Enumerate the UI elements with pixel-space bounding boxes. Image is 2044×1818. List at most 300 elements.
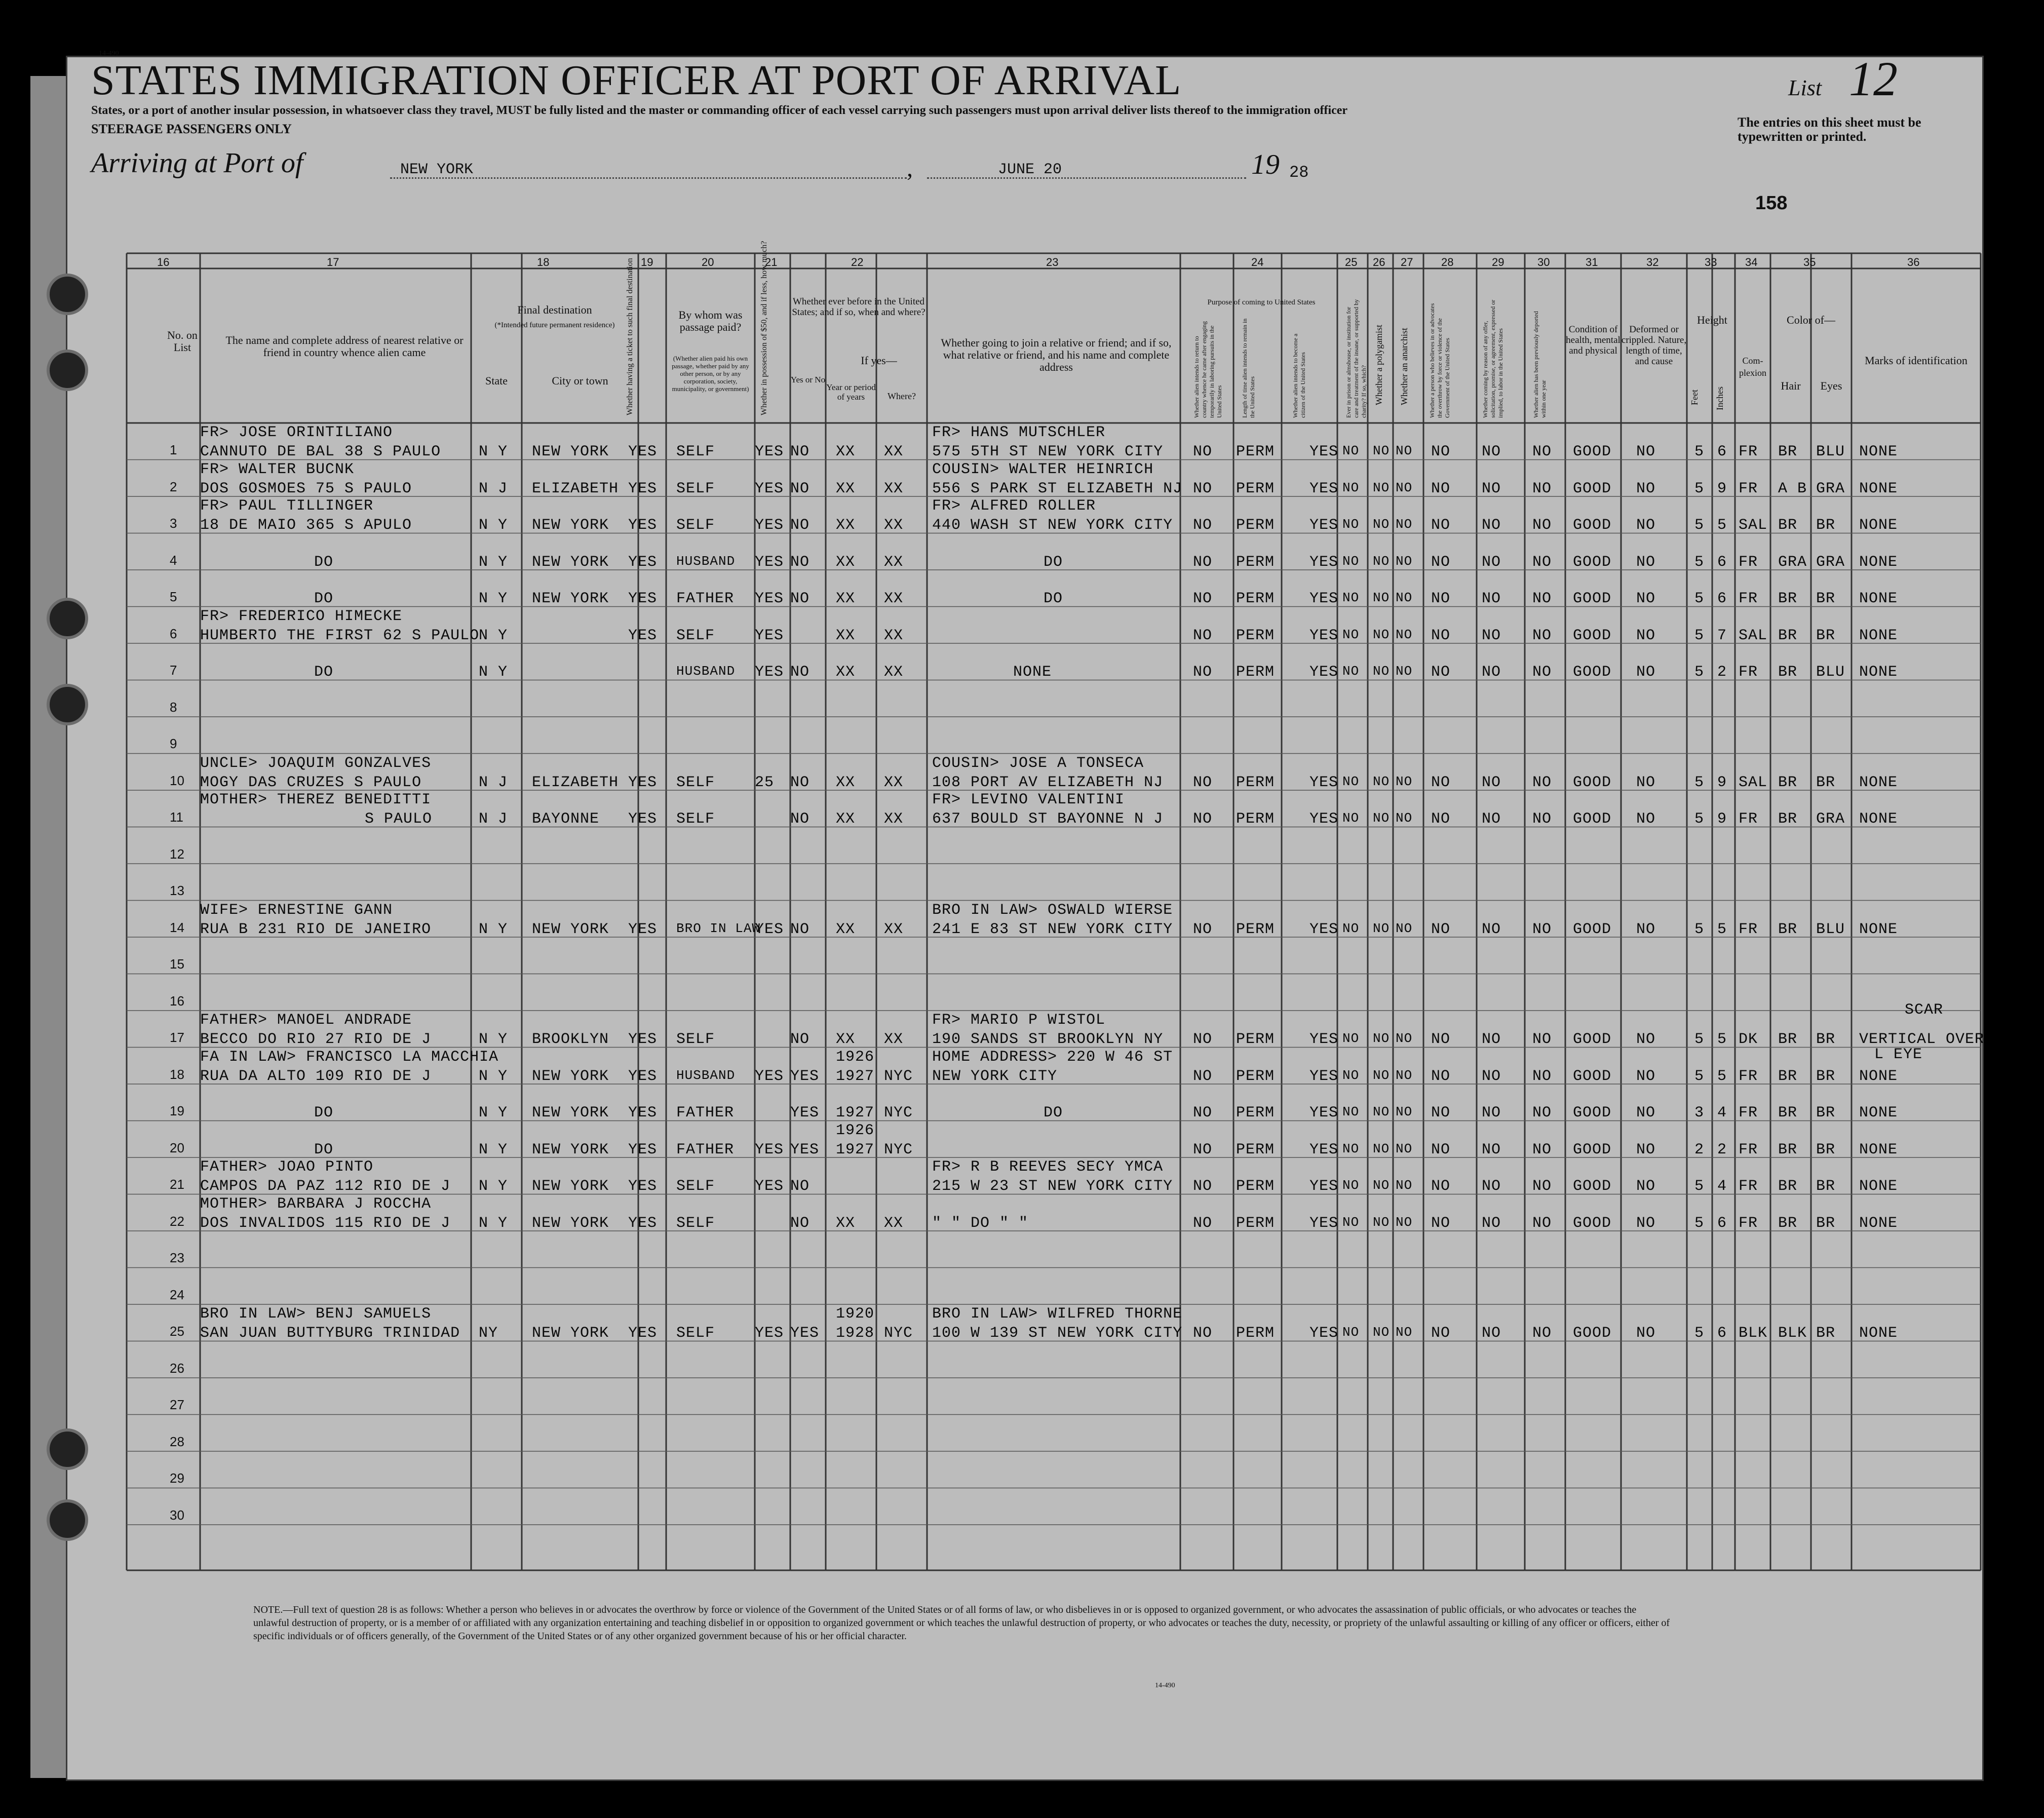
row-number: 5	[170, 589, 177, 604]
header-height: Height	[1697, 314, 1727, 326]
cell-paid: SELF	[676, 1031, 715, 1048]
cell-c29: NO	[1482, 1214, 1501, 1232]
cell-state: N Y	[479, 627, 508, 644]
cell-health: GOOD	[1573, 1178, 1612, 1195]
cell-c27: NO	[1396, 1031, 1413, 1046]
cell-ft: 5	[1694, 553, 1705, 571]
instruction-note: The entries on this sheet must be typewritten or printed.	[1738, 115, 1921, 144]
column-number: 28	[1441, 256, 1454, 268]
cell-cit: YES	[1309, 627, 1339, 644]
header-color-of: Color of—	[1787, 314, 1835, 326]
cell-where: XX	[884, 920, 904, 938]
cell-c29: NO	[1482, 443, 1501, 460]
cell-ft: 5	[1694, 443, 1705, 460]
cell-state: N Y	[479, 443, 508, 460]
header-passage-note: (Whether alien paid his own passage, whether paid by any other person, or by any corporation, society, municipality, or government)	[672, 355, 749, 393]
cell-cit: YES	[1309, 1104, 1339, 1121]
cell-marks: NONE	[1859, 1178, 1898, 1195]
header-before: Whether ever before in the United States; and if so, when and where?	[792, 296, 925, 318]
cell-hair: BLK	[1778, 1325, 1807, 1342]
column-number: 32	[1646, 256, 1659, 268]
joining-address: " " DO " "	[932, 1214, 1029, 1232]
cell-health: GOOD	[1573, 1214, 1612, 1232]
cell-where: XX	[884, 553, 904, 571]
year-prefix: 19	[1251, 149, 1280, 180]
cell-in: 5	[1717, 1067, 1727, 1085]
cell-money: YES	[755, 1067, 784, 1085]
cell-health: GOOD	[1573, 773, 1612, 791]
cell-c30: NO	[1532, 920, 1552, 938]
row-number: 20	[170, 1140, 184, 1155]
cell-c30: NO	[1532, 590, 1552, 607]
cell-c28: NO	[1431, 920, 1451, 938]
cell-deformed: NO	[1636, 810, 1656, 828]
cell-temp: NO	[1193, 1031, 1213, 1048]
cell-hair: BR	[1778, 1178, 1798, 1195]
row-number: 4	[170, 552, 177, 568]
header-where: Where?	[888, 391, 916, 401]
cell-comp: FR	[1739, 1104, 1758, 1121]
header-relative: The name and complete address of nearest relative or friend in country whence alien came	[225, 334, 464, 359]
column-number: 36	[1907, 256, 1920, 268]
cell-where: XX	[884, 627, 904, 644]
cell-eyes: BR	[1816, 773, 1836, 791]
relative-address: HUMBERTO THE FIRST 62 S PAULO	[200, 627, 480, 644]
cell-cit: YES	[1309, 810, 1339, 828]
relative-address: S PAULO	[365, 810, 433, 828]
cell-health: GOOD	[1573, 553, 1612, 571]
cell-before: NO	[790, 1031, 810, 1048]
cell-deformed: NO	[1636, 920, 1656, 938]
cell-yr: 1927	[836, 1104, 875, 1121]
column-number: 34	[1745, 256, 1758, 268]
cell-before: YES	[790, 1067, 820, 1085]
cell-ft: 5	[1694, 664, 1705, 681]
cell-comp: BLK	[1739, 1325, 1768, 1342]
relative-address: DO	[314, 1104, 334, 1121]
header-purpose-b: Length of time alien intends to remain in the United States	[1241, 318, 1256, 418]
header-final-destination-note: (*Intended future permanent residence)	[494, 321, 615, 329]
cell-cit: YES	[1309, 1214, 1339, 1232]
cell-c30: NO	[1532, 773, 1552, 791]
previous-year-start: 1920	[836, 1305, 875, 1323]
header-purpose-c: Whether alien intends to become a citizen of the United States	[1292, 333, 1306, 418]
cell-c27: NO	[1396, 920, 1413, 936]
cell-cit: YES	[1309, 443, 1339, 460]
cell-cit: YES	[1309, 1178, 1339, 1195]
column-number: 33	[1705, 256, 1717, 268]
cell-c29: NO	[1482, 1141, 1501, 1158]
cell-money: YES	[755, 517, 784, 534]
cell-paid: SELF	[676, 810, 715, 828]
relative-address: DO	[314, 590, 334, 607]
cell-eyes: BLU	[1816, 920, 1845, 938]
cell-city: BAYONNE	[532, 810, 600, 828]
cell-paid: SELF	[676, 443, 715, 460]
cell-eyes: BR	[1816, 1325, 1836, 1342]
cell-c30: NO	[1532, 627, 1552, 644]
joining-address: NONE	[1013, 664, 1052, 681]
cell-comp: FR	[1739, 810, 1758, 828]
cell-in: 4	[1717, 1178, 1727, 1195]
cell-c26: NO	[1373, 1325, 1390, 1340]
cell-c29: NO	[1482, 1325, 1501, 1342]
cell-money: YES	[755, 590, 784, 607]
cell-cit: YES	[1309, 553, 1339, 571]
column-number: 31	[1586, 256, 1598, 268]
cell-c27: NO	[1396, 517, 1413, 532]
cell-c26: NO	[1373, 773, 1390, 789]
cell-c27: NO	[1396, 1104, 1413, 1119]
joining-name: FR> HANS MUTSCHLER	[932, 424, 1106, 441]
cell-hair: BR	[1778, 443, 1798, 460]
cell-where: NYC	[884, 1067, 913, 1085]
cell-city: NEW YORK	[532, 920, 609, 938]
cell-paid: FATHER	[676, 1104, 735, 1121]
cell-marks: NONE	[1859, 1067, 1898, 1085]
cell-ft: 5	[1694, 810, 1705, 828]
cell-c28: NO	[1431, 1141, 1451, 1158]
cell-health: GOOD	[1573, 443, 1612, 460]
header-final-destination: Final destination	[517, 303, 592, 316]
joining-name: COUSIN> WALTER HEINRICH	[932, 460, 1154, 478]
column-number: 29	[1492, 256, 1505, 268]
header-yes-no: Yes or No	[790, 375, 826, 384]
cell-in: 9	[1717, 480, 1727, 497]
cell-money: YES	[755, 1141, 784, 1158]
cell-hair: GRA	[1778, 553, 1807, 571]
joining-address: 100 W 139 ST NEW YORK CITY	[932, 1325, 1183, 1342]
cell-c29: NO	[1482, 773, 1501, 791]
cell-health: GOOD	[1573, 1141, 1612, 1158]
cell-c26: NO	[1373, 553, 1390, 569]
cell-c27: NO	[1396, 1067, 1413, 1083]
cell-c29: NO	[1482, 664, 1501, 681]
cell-marks: NONE	[1859, 1104, 1898, 1121]
joining-address: DO	[1044, 590, 1063, 607]
header-complexion: Com-plexion	[1739, 356, 1766, 378]
previous-year-start: 1926	[836, 1121, 875, 1139]
cell-health: GOOD	[1573, 1325, 1612, 1342]
cell-temp: NO	[1193, 664, 1213, 681]
cell-where: NYC	[884, 1141, 913, 1158]
cell-comp: SAL	[1739, 627, 1768, 644]
cell-comp: FR	[1739, 480, 1758, 497]
cell-money: YES	[755, 627, 784, 644]
cell-c29: NO	[1482, 590, 1501, 607]
cell-yr: XX	[836, 517, 856, 534]
header-state: State	[485, 374, 508, 387]
header-q29: Whether coming by reason of any offer, solicitation, promise, or agreement, expressed or implied, to labor in the United States	[1482, 299, 1504, 418]
cell-state: N Y	[479, 553, 508, 571]
cell-c30: NO	[1532, 1178, 1552, 1195]
cell-hair: BR	[1778, 1214, 1798, 1232]
cell-yr: XX	[836, 553, 856, 571]
cell-yr: XX	[836, 480, 856, 497]
cell-temp: NO	[1193, 590, 1213, 607]
cell-comp: FR	[1739, 1141, 1758, 1158]
cell-len: PERM	[1236, 1104, 1275, 1121]
cell-cit: YES	[1309, 590, 1339, 607]
cell-in: 7	[1717, 627, 1727, 644]
cell-health: GOOD	[1573, 1104, 1612, 1121]
cell-deformed: NO	[1636, 517, 1656, 534]
cell-c27: NO	[1396, 443, 1413, 458]
cell-hair: BR	[1778, 1141, 1798, 1158]
joining-address: 108 PORT AV ELIZABETH NJ	[932, 773, 1164, 791]
cell-where: XX	[884, 773, 904, 791]
cell-in: 2	[1717, 664, 1727, 681]
cell-c25: NO	[1342, 1178, 1360, 1193]
cell-len: PERM	[1236, 553, 1275, 571]
cell-health: GOOD	[1573, 1067, 1612, 1085]
cell-paid: HUSBAND	[676, 1067, 736, 1083]
cell-ft: 5	[1694, 627, 1705, 644]
cell-c29: NO	[1482, 1031, 1501, 1048]
joining-name: BRO IN LAW> WILFRED THORNE	[932, 1305, 1183, 1323]
cell-health: GOOD	[1573, 1031, 1612, 1048]
row-number: 6	[170, 626, 177, 641]
cell-c27: NO	[1396, 553, 1413, 569]
cell-city: NEW YORK	[532, 553, 609, 571]
cell-ticket: YES	[628, 1141, 658, 1158]
cell-deformed: NO	[1636, 1141, 1656, 1158]
row-number: 8	[170, 699, 177, 715]
cell-ticket: YES	[628, 1214, 658, 1232]
column-number: 21	[765, 256, 778, 268]
row-number: 12	[170, 846, 184, 862]
cell-paid: FATHER	[676, 590, 735, 607]
cell-paid: SELF	[676, 627, 715, 644]
cell-in: 5	[1717, 1031, 1727, 1048]
cell-before: NO	[790, 480, 810, 497]
cell-hair: BR	[1778, 517, 1798, 534]
cell-before: NO	[790, 553, 810, 571]
column-number: 17	[327, 256, 339, 268]
cell-ft: 5	[1694, 1031, 1705, 1048]
cell-in: 9	[1717, 810, 1727, 828]
cell-c25: NO	[1342, 1214, 1360, 1230]
cell-len: PERM	[1236, 1031, 1275, 1048]
header-q30: Whether alien has been previously deported within one year	[1532, 311, 1547, 418]
cell-hair: BR	[1778, 1104, 1798, 1121]
cell-paid: HUSBAND	[676, 664, 736, 679]
cell-hair: A B	[1778, 480, 1807, 497]
cell-in: 2	[1717, 1141, 1727, 1158]
cell-ticket: YES	[628, 443, 658, 460]
cell-c29: NO	[1482, 627, 1501, 644]
cell-temp: NO	[1193, 443, 1213, 460]
cell-marks: NONE	[1859, 443, 1898, 460]
relative-name: FR> PAUL TILLINGER	[200, 497, 374, 515]
cell-money: YES	[755, 1178, 784, 1195]
cell-c25: NO	[1342, 1067, 1360, 1083]
cell-paid: SELF	[676, 1325, 715, 1342]
cell-paid: SELF	[676, 773, 715, 791]
cell-c28: NO	[1431, 590, 1451, 607]
cell-city: ELIZABETH	[532, 480, 619, 497]
cell-c28: NO	[1431, 1214, 1451, 1232]
header-year-period: Year or period of years	[826, 382, 876, 402]
cell-ticket: YES	[628, 1325, 658, 1342]
row-number: 17	[170, 1030, 184, 1045]
cell-temp: NO	[1193, 480, 1213, 497]
row-number: 27	[170, 1397, 184, 1412]
cell-eyes: BR	[1816, 1141, 1836, 1158]
cell-c30: NO	[1532, 443, 1552, 460]
cell-hair: BR	[1778, 920, 1798, 938]
row-number: 10	[170, 772, 184, 788]
cell-before: NO	[790, 590, 810, 607]
cell-city: NEW YORK	[532, 443, 609, 460]
relative-address: DO	[314, 1141, 334, 1158]
cell-c29: NO	[1482, 1178, 1501, 1195]
joining-address: 215 W 23 ST NEW YORK CITY	[932, 1178, 1173, 1195]
cell-ticket: YES	[628, 773, 658, 791]
cell-c26: NO	[1373, 590, 1390, 605]
row-number: 2	[170, 479, 177, 494]
relative-address: BECCO DO RIO 27 RIO DE J	[200, 1031, 432, 1048]
cell-paid: SELF	[676, 1214, 715, 1232]
cell-city: NEW YORK	[532, 590, 609, 607]
row-number: 22	[170, 1213, 184, 1229]
header-polygamist: Whether a polygamist	[1374, 325, 1384, 405]
joining-name: FR> LEVINO VALENTINI	[932, 791, 1125, 808]
column-number: 16	[157, 256, 170, 268]
cell-c30: NO	[1532, 1214, 1552, 1232]
cell-paid: BRO IN LAW	[676, 920, 761, 936]
cell-c28: NO	[1431, 1178, 1451, 1195]
cell-c30: NO	[1532, 664, 1552, 681]
cell-ticket: YES	[628, 553, 658, 571]
cell-city: NEW YORK	[532, 1214, 609, 1232]
cell-ticket: YES	[628, 1031, 658, 1048]
cell-temp: NO	[1193, 1104, 1213, 1121]
cell-ticket: YES	[628, 517, 658, 534]
cell-hair: BR	[1778, 664, 1798, 681]
cell-comp: FR	[1739, 1178, 1758, 1195]
cell-deformed: NO	[1636, 773, 1656, 791]
header-passage: By whom was passage paid?	[678, 308, 743, 333]
relative-name: FR> JOSE ORINTILIANO	[200, 424, 393, 441]
cell-ft: 5	[1694, 480, 1705, 497]
cell-ticket: YES	[628, 1104, 658, 1121]
relative-address: 18 DE MAIO 365 S APULO	[200, 517, 412, 534]
cell-yr: XX	[836, 590, 856, 607]
cell-c26: NO	[1373, 1067, 1390, 1083]
cell-comp: DK	[1739, 1031, 1758, 1048]
cell-deformed: NO	[1636, 1031, 1656, 1048]
cell-c25: NO	[1342, 1104, 1360, 1119]
cell-cit: YES	[1309, 1141, 1339, 1158]
cell-c29: NO	[1482, 517, 1501, 534]
cell-c28: NO	[1431, 810, 1451, 828]
relative-address: RUA B 231 RIO DE JANEIRO	[200, 920, 432, 938]
cell-health: GOOD	[1573, 480, 1612, 497]
cell-c26: NO	[1373, 1141, 1390, 1156]
cell-temp: NO	[1193, 517, 1213, 534]
cell-c30: NO	[1532, 480, 1552, 497]
cell-state: N Y	[479, 1067, 508, 1085]
cell-deformed: NO	[1636, 443, 1656, 460]
cell-money: YES	[755, 920, 784, 938]
cell-paid: SELF	[676, 1178, 715, 1195]
footer-code: 14-490	[1155, 1682, 1175, 1689]
row-number: 3	[170, 516, 177, 531]
cell-c30: NO	[1532, 1067, 1552, 1085]
cell-len: PERM	[1236, 627, 1275, 644]
row-number: 24	[170, 1287, 184, 1302]
cell-c26: NO	[1373, 627, 1390, 642]
cell-eyes: BR	[1816, 627, 1836, 644]
cell-ticket: YES	[628, 1178, 658, 1195]
cell-money: YES	[755, 480, 784, 497]
cell-ticket: YES	[628, 590, 658, 607]
cell-yr: XX	[836, 627, 856, 644]
cell-c25: NO	[1342, 810, 1360, 826]
port-value: NEW YORK	[400, 161, 474, 178]
cell-deformed: NO	[1636, 590, 1656, 607]
cell-temp: NO	[1193, 553, 1213, 571]
row-number: 14	[170, 919, 184, 935]
cell-c26: NO	[1373, 443, 1390, 458]
header-eyes: Eyes	[1820, 379, 1842, 392]
cell-money: YES	[755, 664, 784, 681]
cell-city: NEW YORK	[532, 1178, 609, 1195]
cell-temp: NO	[1193, 1067, 1213, 1085]
cell-marks: NONE	[1859, 773, 1898, 791]
cell-temp: NO	[1193, 627, 1213, 644]
cell-c26: NO	[1373, 1104, 1390, 1119]
cell-health: GOOD	[1573, 590, 1612, 607]
cell-c26: NO	[1373, 1031, 1390, 1046]
cell-deformed: NO	[1636, 480, 1656, 497]
row-number: 1	[170, 442, 177, 457]
relative-name: UNCLE> JOAQUIM GONZALVES	[200, 754, 432, 772]
joining-name: FR> R B REEVES SECY YMCA	[932, 1158, 1164, 1176]
page-title: STATES IMMIGRATION OFFICER AT PORT OF ARRIVAL	[91, 57, 1182, 104]
cell-in: 6	[1717, 553, 1727, 571]
cell-comp: FR	[1739, 590, 1758, 607]
cell-before: NO	[790, 920, 810, 938]
cell-deformed: NO	[1636, 1067, 1656, 1085]
cell-money: YES	[755, 553, 784, 571]
cell-c26: NO	[1373, 664, 1390, 679]
cell-marks: NONE	[1859, 553, 1898, 571]
cell-c28: NO	[1431, 1031, 1451, 1048]
cell-in: 9	[1717, 773, 1727, 791]
row-number: 29	[170, 1471, 184, 1486]
cell-city: BROOKLYN	[532, 1031, 609, 1048]
cell-c26: NO	[1373, 810, 1390, 826]
relative-address: SAN JUAN BUTTYBURG TRINIDAD	[200, 1325, 460, 1342]
cell-ft: 3	[1694, 1104, 1705, 1121]
cell-len: PERM	[1236, 1214, 1275, 1232]
joining-address: DO	[1044, 553, 1063, 571]
arriving-label: Arriving at Port of	[91, 147, 303, 179]
cell-eyes: BR	[1816, 1031, 1836, 1048]
header-if-yes: If yes—	[861, 354, 897, 367]
cell-c26: NO	[1373, 517, 1390, 532]
relative-name: BRO IN LAW> BENJ SAMUELS	[200, 1305, 432, 1323]
cell-c27: NO	[1396, 1141, 1413, 1156]
relative-name: FR> WALTER BUCNK	[200, 460, 355, 478]
cell-eyes: BR	[1816, 1178, 1836, 1195]
cell-state: N J	[479, 773, 508, 791]
cell-state: N J	[479, 810, 508, 828]
cell-health: GOOD	[1573, 920, 1612, 938]
relative-address: DOS GOSMOES 75 S PAULO	[200, 480, 412, 497]
